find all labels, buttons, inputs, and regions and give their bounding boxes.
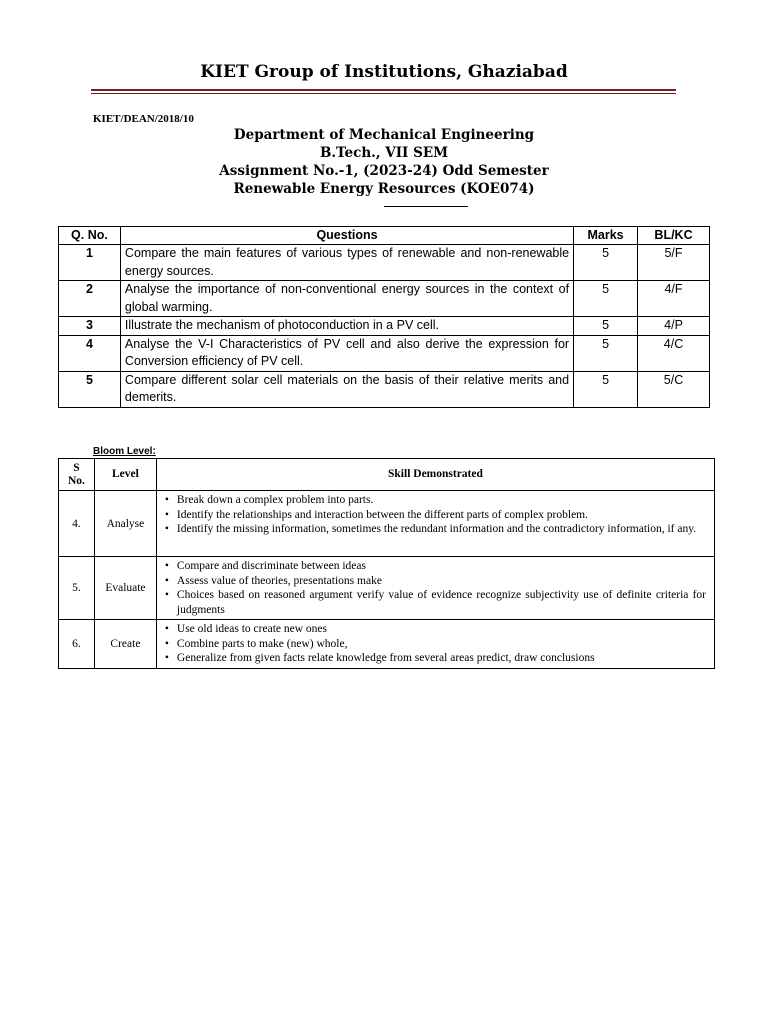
marks-cell: 5 — [574, 335, 638, 371]
skill-item — [165, 588, 706, 617]
header-underline — [384, 206, 468, 207]
skill-header: Skill Demonstrated — [156, 459, 714, 491]
blkc-cell: 5/F — [638, 245, 710, 281]
qno-header: Q. No. — [59, 227, 121, 245]
table-row — [59, 335, 710, 371]
questions-header-row — [59, 227, 710, 245]
skill-text: Assess value of theories, presentations make — [176, 574, 382, 587]
title-rule-thin — [91, 93, 676, 94]
question-cell: Analyse the importance of non-conventional energy sources in the context of global warming. — [120, 281, 573, 317]
qno-cell: 5 — [59, 371, 121, 407]
bloom-table — [58, 458, 715, 669]
assignment-header — [0, 126, 768, 198]
bullet-icon: • — [164, 508, 169, 521]
marks-header: Marks — [574, 227, 638, 245]
table-row — [59, 281, 710, 317]
skill-text: Choices based on reasoned argument verify value of evidence recognize subjectivity use of definite criteria for judgments — [176, 589, 706, 616]
bullet-icon: • — [164, 560, 169, 572]
level-cell: Create — [94, 620, 156, 669]
blkc-cell: 4/P — [638, 317, 710, 336]
table-row — [59, 245, 710, 281]
skills-cell — [156, 491, 714, 557]
marks-cell: 5 — [574, 245, 638, 281]
skill-item — [165, 522, 706, 537]
blkc-cell: 4/F — [638, 281, 710, 317]
question-cell: Analyse the V-I Characteristics of PV cell and also derive the expression for Conversion efficiency of PV cell. — [120, 335, 573, 371]
level-header: Level — [94, 459, 156, 491]
skills-cell — [156, 557, 714, 620]
bullet-icon: • — [164, 494, 169, 506]
blkc-cell: 5/C — [638, 371, 710, 407]
skill-text: Generalize from given facts relate knowledge from several areas predict, draw conclusions — [176, 652, 595, 664]
program-name: B.Tech., VII SEM — [319, 145, 449, 161]
sno-header — [59, 459, 95, 491]
sno-cell: 6. — [59, 620, 95, 669]
qno-cell: 1 — [59, 245, 121, 281]
skills-cell — [156, 620, 714, 669]
table-row — [59, 371, 710, 407]
skill-text: Compare and discriminate between ideas — [176, 560, 366, 572]
institution-title: KIET Group of Institutions, Ghaziabad — [200, 62, 568, 82]
skill-text: Use old ideas to create new ones — [176, 623, 327, 635]
marks-cell: 5 — [574, 371, 638, 407]
sno-cell: 5. — [59, 557, 95, 620]
qno-cell: 3 — [59, 317, 121, 336]
sno-cell: 4. — [59, 491, 95, 557]
marks-cell: 5 — [574, 317, 638, 336]
question-cell: Compare different solar cell materials on the basis of their relative merits and demerits. — [120, 371, 573, 407]
bullet-icon: • — [164, 637, 169, 650]
bullet-icon: • — [164, 523, 169, 535]
blkc-cell: 4/C — [638, 335, 710, 371]
skill-item — [165, 574, 706, 589]
question-cell: Compare the main features of various types of renewable and non-renewable energy sources. — [120, 245, 573, 281]
reference-code: KIET/DEAN/2018/10 — [93, 113, 194, 125]
qno-cell: 4 — [59, 335, 121, 371]
table-row — [59, 317, 710, 336]
bullet-icon: • — [164, 589, 169, 601]
question-header: Questions — [120, 227, 573, 245]
blkc-header: BL/KC — [638, 227, 710, 245]
skill-text: Identify the relationships and interaction between the different parts of complex problem. — [176, 508, 589, 521]
level-cell: Evaluate — [94, 557, 156, 620]
course-name: Renewable Energy Resources (KOE074) — [233, 181, 535, 197]
skill-text: Combine parts to make (new) whole, — [176, 637, 348, 650]
table-row — [59, 491, 715, 557]
assignment-title: Assignment No.-1, (2023-24) Odd Semester — [219, 163, 549, 179]
questions-table — [58, 226, 710, 408]
marks-cell: 5 — [574, 281, 638, 317]
bullet-icon: • — [164, 652, 169, 664]
level-cell: Analyse — [94, 491, 156, 557]
table-row — [59, 620, 715, 669]
sno-header-line1: S — [73, 461, 80, 474]
question-cell: Illustrate the mechanism of photoconduction in a PV cell. — [120, 317, 573, 336]
skill-item — [165, 622, 706, 637]
department-name: Department of Mechanical Engineering — [233, 127, 535, 143]
skill-item — [165, 508, 706, 523]
skill-item — [165, 559, 706, 574]
bloom-level-label: Bloom Level: — [93, 446, 156, 457]
table-row — [59, 557, 715, 620]
bloom-header-row — [59, 459, 715, 491]
bullet-icon: • — [164, 574, 169, 587]
bullet-icon: • — [164, 623, 169, 635]
skill-text: Break down a complex problem into parts. — [176, 494, 374, 506]
skill-item — [165, 637, 706, 652]
title-rule-thick — [91, 89, 676, 91]
qno-cell: 2 — [59, 281, 121, 317]
skill-item — [165, 651, 706, 666]
skill-text: Identify the missing information, sometimes the redundant information and the contradictory information, if any. — [176, 523, 697, 535]
sno-header-line2: No. — [68, 474, 85, 487]
skill-item — [165, 493, 706, 508]
